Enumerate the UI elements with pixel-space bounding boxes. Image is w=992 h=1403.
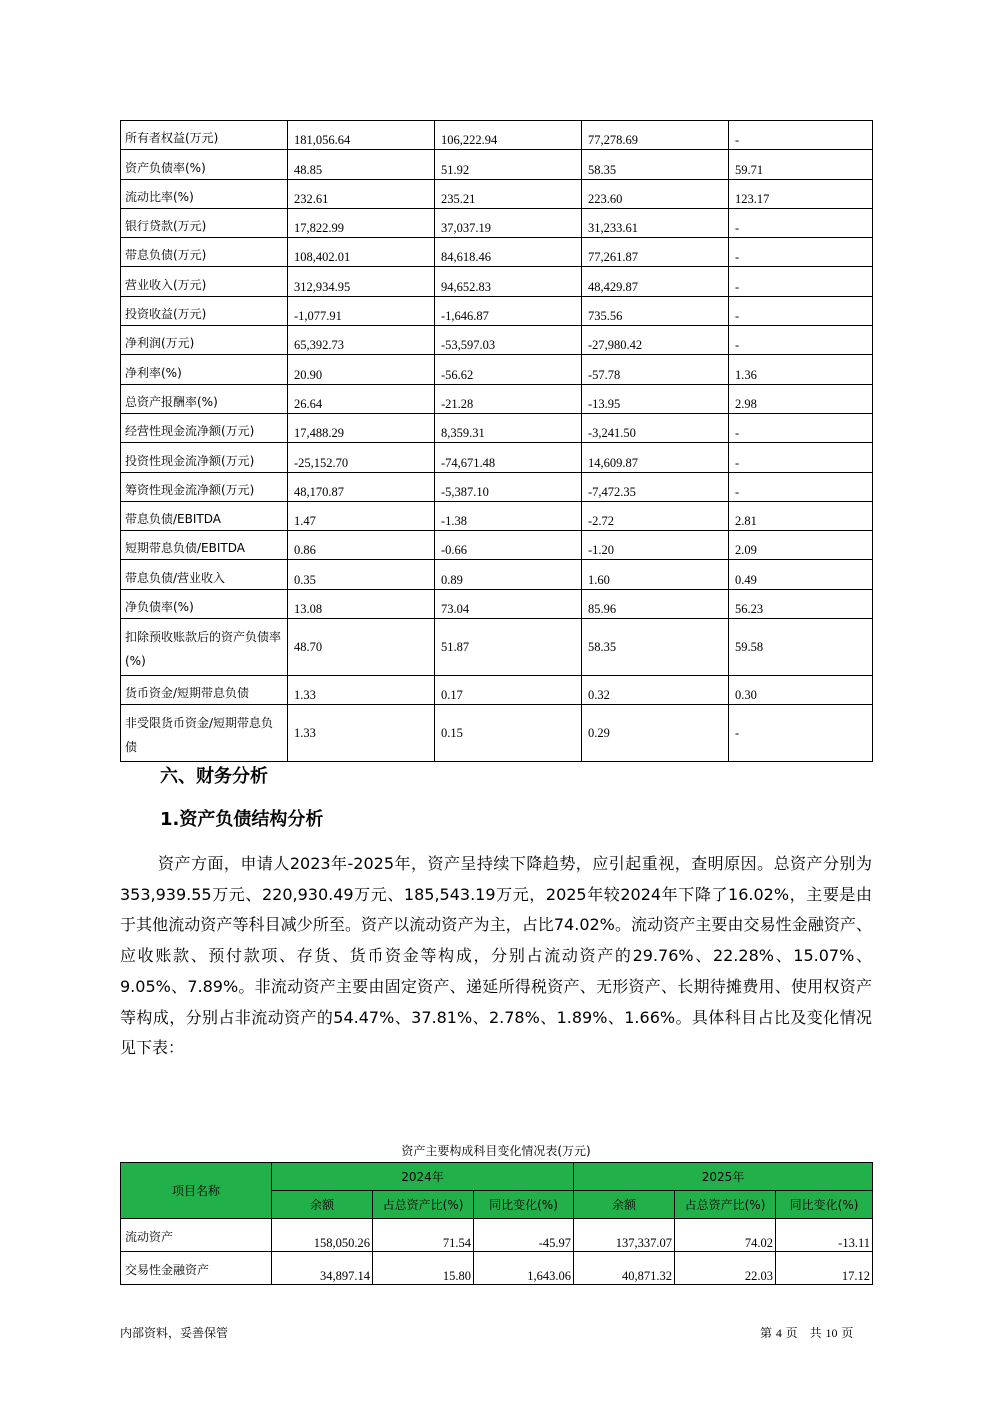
metric-label: 投资收益(万元) [121, 296, 288, 325]
value-2025: -13.95 [582, 384, 729, 413]
value-2024: -1,646.87 [435, 296, 582, 325]
value-2024: 94,652.83 [435, 267, 582, 296]
value-2024: 84,618.46 [435, 238, 582, 267]
value-2025: 77,278.69 [582, 121, 729, 150]
table-row [121, 238, 873, 267]
value-2024: -5,387.10 [435, 472, 582, 501]
value-2024: 73.04 [435, 589, 582, 618]
value-industry: - [729, 443, 873, 472]
table-row [121, 267, 873, 296]
table-row [121, 355, 873, 384]
footer-note: 内部资料，妥善保管 [120, 1326, 229, 1340]
value-industry: - [729, 208, 873, 237]
total-pages: 10 [825, 1326, 838, 1340]
table-row [121, 443, 873, 472]
table-row [121, 296, 873, 325]
value-industry: 56.23 [729, 589, 873, 618]
metric-label: 总资产报酬率(%) [121, 384, 288, 413]
value-2023: 1.33 [288, 676, 435, 705]
header-year-2024: 2024年 [272, 1163, 574, 1191]
table-row [121, 676, 873, 705]
metric-label: 营业收入(万元) [121, 267, 288, 296]
table-row [121, 531, 873, 560]
metric-label: 净利率(%) [121, 355, 288, 384]
table-row [121, 1252, 873, 1285]
table-row [121, 150, 873, 179]
value-2024: 51.87 [435, 619, 582, 676]
page-mid: 页 共 [785, 1326, 822, 1340]
value-2023: 312,934.95 [288, 267, 435, 296]
table-row [121, 121, 873, 150]
page-number [760, 1324, 853, 1341]
metric-label: 净负债率(%) [121, 589, 288, 618]
value-industry: 123.17 [729, 179, 873, 208]
value-2023: -25,152.70 [288, 443, 435, 472]
value-industry: - [729, 238, 873, 267]
value-2025: -1.20 [582, 531, 729, 560]
metric-label: 净利润(万元) [121, 326, 288, 355]
value-industry: 0.49 [729, 560, 873, 589]
balance-2024: 158,050.26 [272, 1219, 373, 1252]
paragraph-text: 资产方面，申请人2023年-2025年，资产呈持续下降趋势，应引起重视，查明原因。总资产分别为353,939.55万元、220,930.49万元、185,543.19万元，2025年较2024年下降了16.02%，主要是由于其他流动资产等科目减少所至。资产以流动资产为主，占比74.02%。流动资产主要由交易性金融资产、应收账款、预付款项、存货、货币资金等构成，分别占流动资产的29.76%、22.28%、15.07%、9.05%、7.89%。非流动资产主要由固定资产、递延所得税资产、无形资产、长期待摊费用、使用权资产等构成，分别占非流动资产的54.47%、37.81%、2.78%、1.89%、1.66%。具体科目占比及变化情况见下表： [120, 854, 872, 1058]
table-row [121, 326, 873, 355]
value-2024: 0.15 [435, 705, 582, 762]
value-2025: -57.78 [582, 355, 729, 384]
metric-label: 货币资金/短期带息负债 [121, 676, 288, 705]
yoy-2025: -13.11 [776, 1219, 873, 1252]
metric-label: 银行贷款(万元) [121, 208, 288, 237]
value-2023: 48,170.87 [288, 472, 435, 501]
value-industry: 1.36 [729, 355, 873, 384]
analysis-paragraph [120, 849, 872, 1064]
metric-label: 非受限货币资金/短期带息负债 [121, 705, 288, 762]
metric-label: 扣除预收账款后的资产负债率(%) [121, 619, 288, 676]
value-2023: 26.64 [288, 384, 435, 413]
page-suffix: 页 [841, 1326, 854, 1340]
yoy-2025: 17.12 [776, 1252, 873, 1285]
yoy-2024: 1,643.06 [474, 1252, 574, 1285]
value-industry: 59.71 [729, 150, 873, 179]
value-2023: 13.08 [288, 589, 435, 618]
value-2025: 77,261.87 [582, 238, 729, 267]
table-row [121, 589, 873, 618]
value-2024: 37,037.19 [435, 208, 582, 237]
section-heading: 六、财务分析 [160, 766, 268, 787]
item-label: 流动资产 [121, 1219, 272, 1252]
yoy-2024: -45.97 [474, 1219, 574, 1252]
value-2023: 17,488.29 [288, 413, 435, 442]
balance-2025: 40,871.32 [574, 1252, 675, 1285]
header-year-2025: 2025年 [574, 1163, 873, 1191]
table-row [121, 208, 873, 237]
value-2025: -3,241.50 [582, 413, 729, 442]
value-industry: 2.09 [729, 531, 873, 560]
value-2025: 58.35 [582, 619, 729, 676]
asset-composition-table [120, 1162, 873, 1285]
header-balance: 余额 [574, 1191, 675, 1219]
value-2023: 65,392.73 [288, 326, 435, 355]
metric-label: 带息负债(万元) [121, 238, 288, 267]
metric-label: 流动比率(%) [121, 179, 288, 208]
metric-label: 短期带息负债/EBITDA [121, 531, 288, 560]
value-2025: -7,472.35 [582, 472, 729, 501]
value-2023: 17,822.99 [288, 208, 435, 237]
value-2024: -53,597.03 [435, 326, 582, 355]
metric-label: 经营性现金流净额(万元) [121, 413, 288, 442]
value-industry: - [729, 296, 873, 325]
share-2025: 22.03 [675, 1252, 776, 1285]
item-label: 交易性金融资产 [121, 1252, 272, 1285]
table-row [121, 619, 873, 676]
value-2024: 106,222.94 [435, 121, 582, 150]
table-row [121, 1219, 873, 1252]
value-2024: -0.66 [435, 531, 582, 560]
value-2024: 235.21 [435, 179, 582, 208]
value-industry: - [729, 267, 873, 296]
table-row [121, 384, 873, 413]
value-2025: 14,609.87 [582, 443, 729, 472]
value-industry: 59.58 [729, 619, 873, 676]
metric-label: 所有者权益(万元) [121, 121, 288, 150]
table-row [121, 705, 873, 762]
value-2023: 108,402.01 [288, 238, 435, 267]
table-row [121, 501, 873, 530]
value-2024: -56.62 [435, 355, 582, 384]
value-2024: -74,671.48 [435, 443, 582, 472]
subsection-heading: 1.资产负债结构分析 [160, 809, 324, 830]
balance-2024: 34,897.14 [272, 1252, 373, 1285]
value-2025: 1.60 [582, 560, 729, 589]
value-2023: 0.35 [288, 560, 435, 589]
header-yoy: 同比变化(%) [474, 1191, 574, 1219]
value-2023: 20.90 [288, 355, 435, 384]
metric-label: 带息负债/营业收入 [121, 560, 288, 589]
value-2024: 51.92 [435, 150, 582, 179]
value-2025: 48,429.87 [582, 267, 729, 296]
value-industry: - [729, 413, 873, 442]
value-2024: 8,359.31 [435, 413, 582, 442]
value-2025: 0.32 [582, 676, 729, 705]
value-2023: 232.61 [288, 179, 435, 208]
value-2024: -1.38 [435, 501, 582, 530]
metric-label: 资产负债率(%) [121, 150, 288, 179]
value-2025: -2.72 [582, 501, 729, 530]
header-balance: 余额 [272, 1191, 373, 1219]
value-2025: 85.96 [582, 589, 729, 618]
share-2025: 74.02 [675, 1219, 776, 1252]
page-prefix: 第 [760, 1326, 773, 1340]
financial-metrics-table [120, 120, 873, 762]
value-industry: - [729, 472, 873, 501]
table-row [121, 413, 873, 442]
value-2025: 58.35 [582, 150, 729, 179]
header-share: 占总资产比(%) [675, 1191, 776, 1219]
value-2023: 1.33 [288, 705, 435, 762]
value-2023: 48.85 [288, 150, 435, 179]
metric-label: 筹资性现金流净额(万元) [121, 472, 288, 501]
header-yoy: 同比变化(%) [776, 1191, 873, 1219]
current-page: 4 [775, 1326, 782, 1340]
value-2024: 0.17 [435, 676, 582, 705]
table-row [121, 472, 873, 501]
table-caption: 资产主要构成科目变化情况表(万元) [401, 1144, 591, 1158]
value-industry: - [729, 326, 873, 355]
value-2023: -1,077.91 [288, 296, 435, 325]
value-2025: -27,980.42 [582, 326, 729, 355]
table-row [121, 560, 873, 589]
share-2024: 71.54 [373, 1219, 474, 1252]
header-item-name: 项目名称 [121, 1163, 272, 1219]
value-2023: 1.47 [288, 501, 435, 530]
header-share: 占总资产比(%) [373, 1191, 474, 1219]
metric-label: 带息负债/EBITDA [121, 501, 288, 530]
table-row [121, 179, 873, 208]
value-industry: 2.98 [729, 384, 873, 413]
value-2023: 48.70 [288, 619, 435, 676]
value-industry: 2.81 [729, 501, 873, 530]
value-industry: - [729, 121, 873, 150]
value-2025: 223.60 [582, 179, 729, 208]
balance-2025: 137,337.07 [574, 1219, 675, 1252]
value-2023: 0.86 [288, 531, 435, 560]
value-industry: - [729, 705, 873, 762]
value-2025: 31,233.61 [582, 208, 729, 237]
value-industry: 0.30 [729, 676, 873, 705]
value-2024: 0.89 [435, 560, 582, 589]
value-2023: 181,056.64 [288, 121, 435, 150]
value-2025: 0.29 [582, 705, 729, 762]
value-2024: -21.28 [435, 384, 582, 413]
share-2024: 15.80 [373, 1252, 474, 1285]
value-2025: 735.56 [582, 296, 729, 325]
metric-label: 投资性现金流净额(万元) [121, 443, 288, 472]
